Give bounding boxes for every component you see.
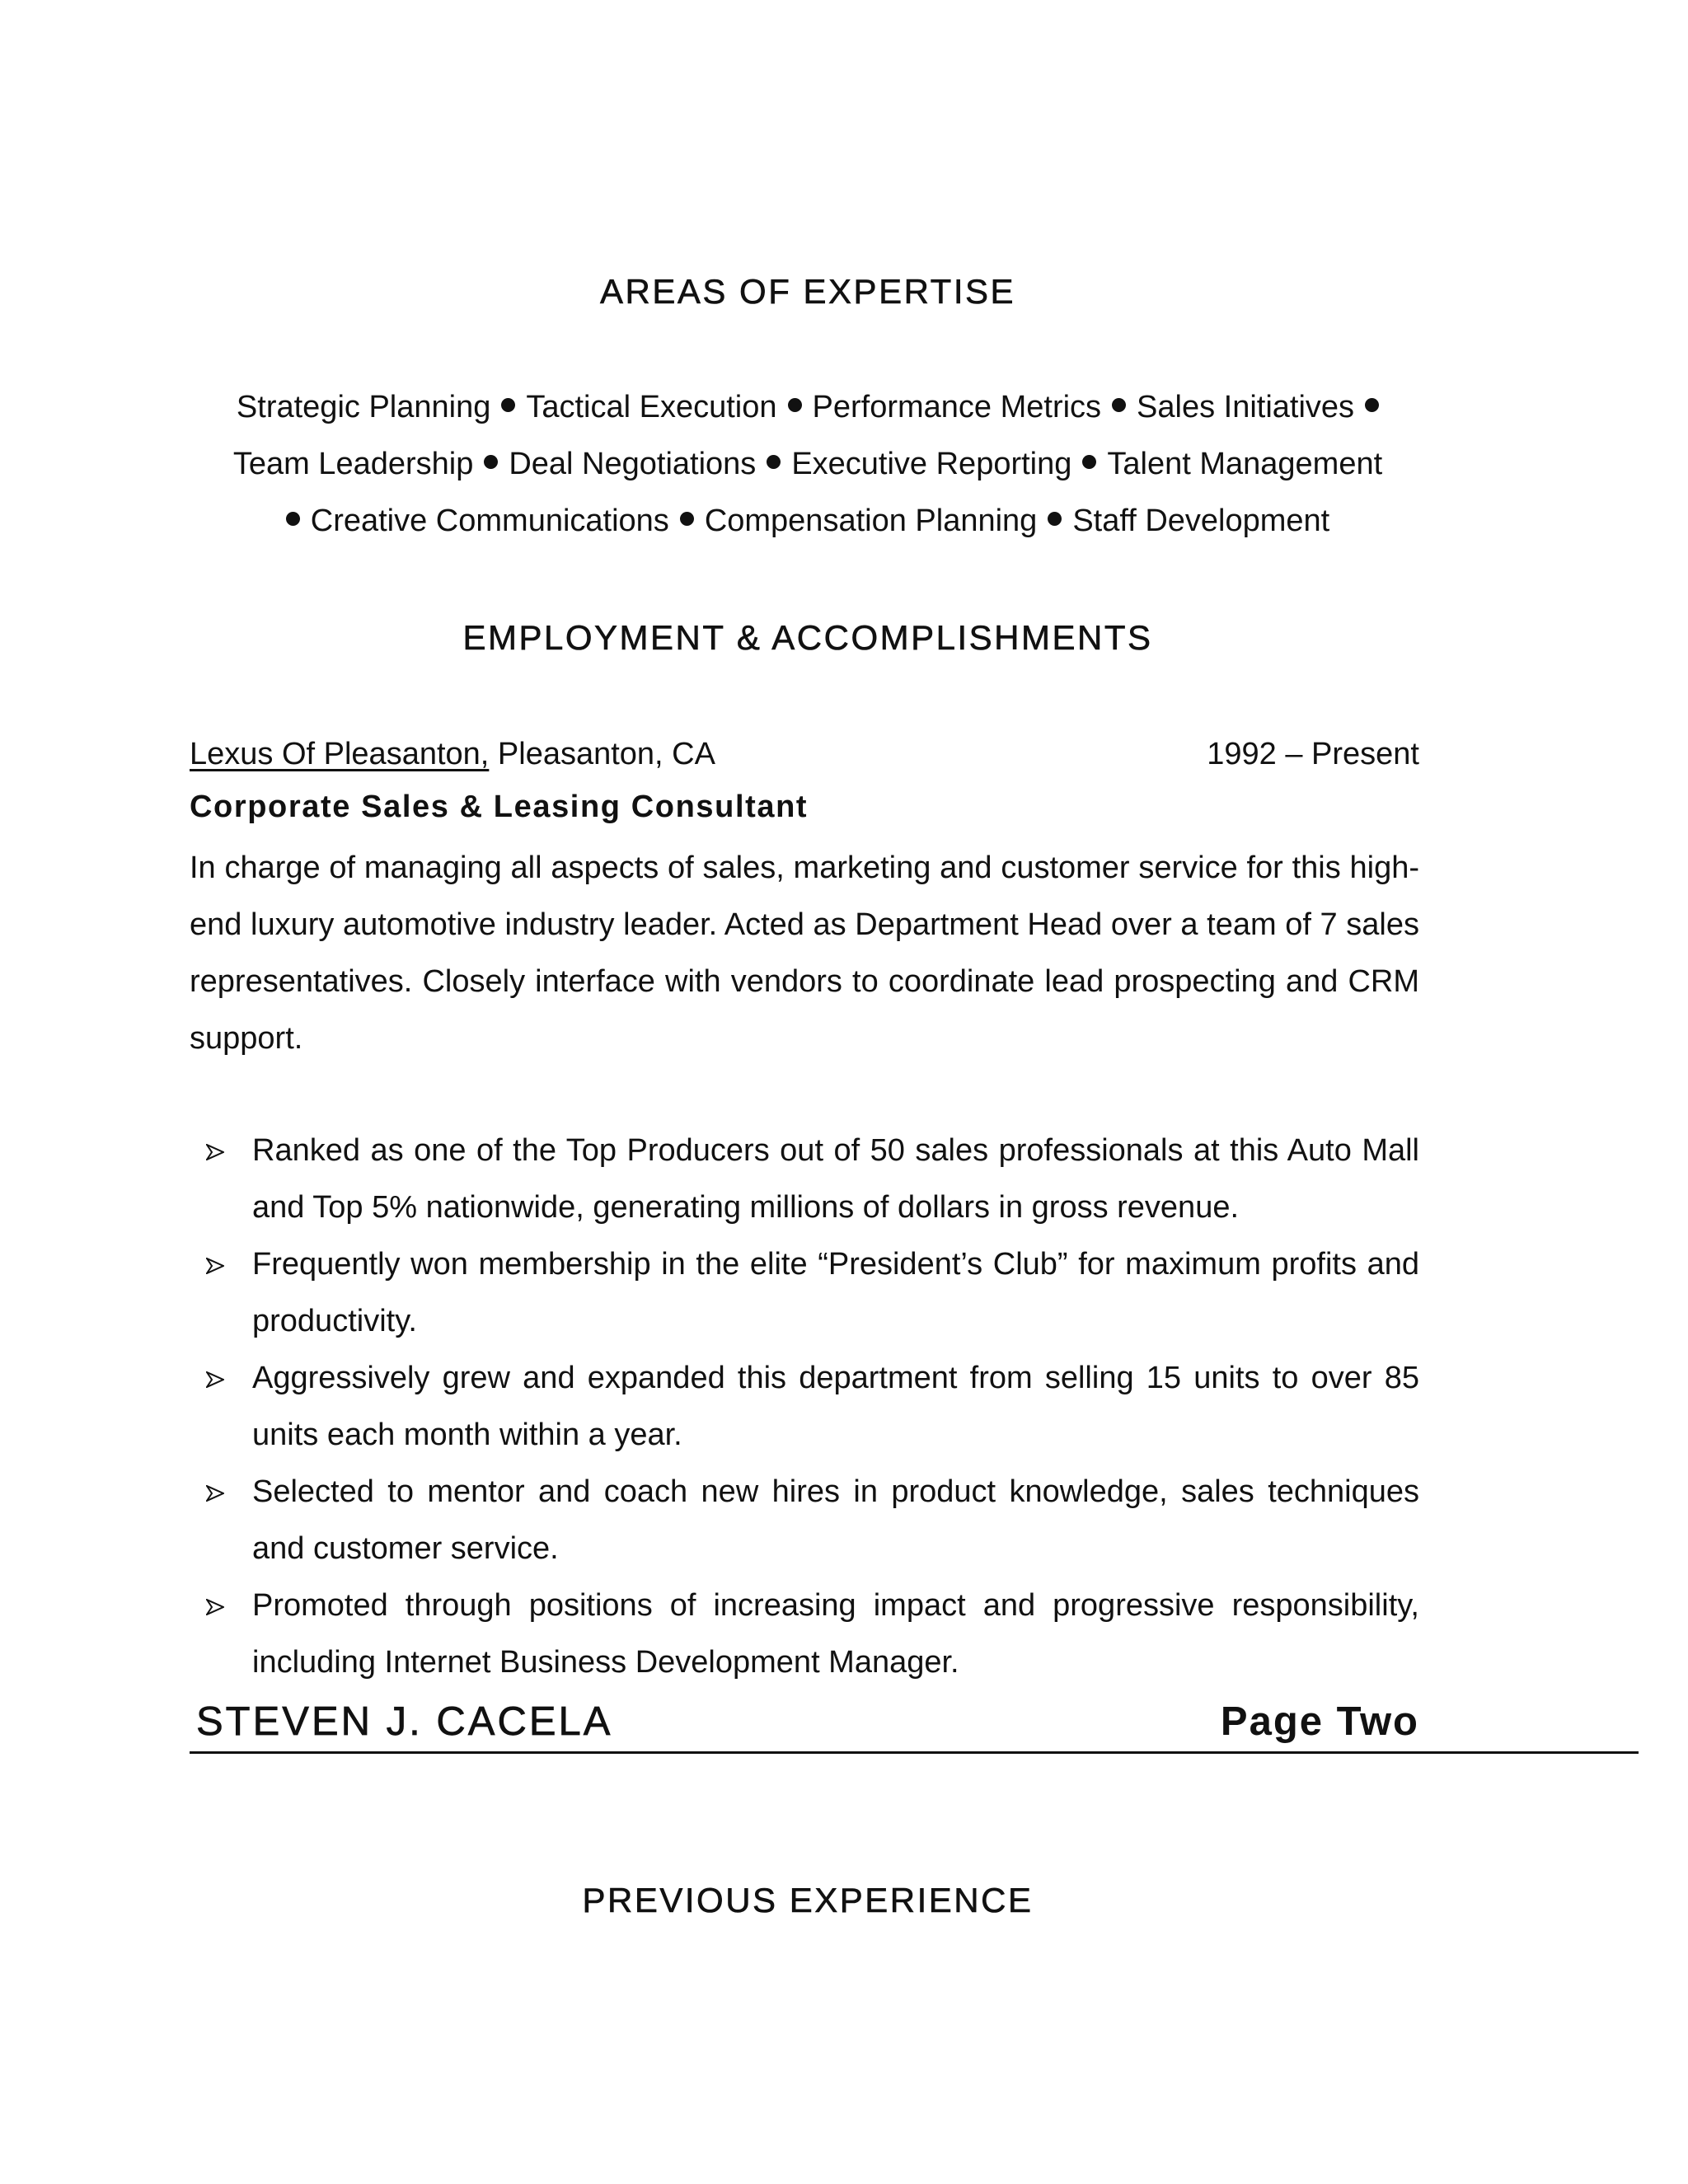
list-item <box>190 1577 1419 1691</box>
expertise-item: Executive Reporting <box>791 447 1072 481</box>
employer-name: Lexus Of Pleasanton, <box>190 737 490 771</box>
page-number: Page Two <box>1220 1699 1419 1744</box>
bullet-dot-icon <box>680 512 694 526</box>
job-title: Corporate Sales & Leasing Consultant <box>190 790 809 824</box>
bullet-dot-icon <box>1365 398 1379 412</box>
areas-of-expertise-heading: AREAS OF EXPERTISE <box>599 272 1016 311</box>
job-employer-line <box>190 733 1419 776</box>
expertise-list <box>165 379 1451 550</box>
bullet-dot-icon <box>1112 398 1126 412</box>
expertise-item: Talent Management <box>1107 447 1383 481</box>
bullet-dot-icon <box>1048 512 1062 526</box>
bullet-dot-icon <box>501 398 515 412</box>
accomplishment-text: Selected to mentor and coach new hires in product knowledge, sales techniques and customer service. <box>252 1474 1419 1566</box>
candidate-name: STEVEN J. CACELA <box>196 1699 613 1744</box>
expertise-item: Staff Development <box>1072 504 1330 538</box>
header-divider <box>190 1751 1639 1754</box>
bullet-dot-icon <box>286 512 300 526</box>
list-item <box>190 1122 1419 1236</box>
bullet-dot-icon <box>1082 455 1096 469</box>
accomplishment-text: Frequently won membership in the elite “President’s Club” for maximum profits and productivity. <box>252 1247 1419 1338</box>
accomplishment-text: Aggressively grew and expanded this department from selling 15 units to over 85 units each month within a year. <box>252 1361 1419 1452</box>
expertise-item: Tactical Execution <box>526 390 777 424</box>
accomplishment-text: Ranked as one of the Top Producers out of 50 sales professionals at this Auto Mall and Top 5% nationwide, generating millions of dollars in gross revenue. <box>252 1133 1419 1225</box>
list-item <box>190 1236 1419 1350</box>
accomplishment-text: Promoted through positions of increasing impact and progressive responsibility, including Internet Business Development Manager. <box>252 1588 1419 1680</box>
expertise-item: Strategic Planning <box>236 390 491 424</box>
list-item <box>190 1350 1419 1464</box>
bullet-dot-icon <box>767 455 781 469</box>
arrow-bullet-icon <box>206 1144 224 1160</box>
bullet-dot-icon <box>484 455 498 469</box>
employer-location: Pleasanton, CA <box>489 737 715 771</box>
expertise-item: Creative Communications <box>310 504 669 538</box>
arrow-bullet-icon <box>206 1258 224 1274</box>
bullet-dot-icon <box>788 398 802 412</box>
job-summary: In charge of managing all aspects of sales, marketing and customer service for this high-end luxury automotive industry leader. Acted as Department Head over a team of 7 sales representatives. Closely interface with vendors to coordinate lead prospecting and CRM support. <box>190 851 1419 1056</box>
expertise-item: Sales Initiatives <box>1137 390 1355 424</box>
arrow-bullet-icon <box>206 1485 224 1502</box>
expertise-item: Team Leadership <box>232 447 474 481</box>
page-header <box>190 1695 1419 1753</box>
expertise-item: Compensation Planning <box>704 504 1038 538</box>
arrow-bullet-icon <box>206 1599 224 1615</box>
expertise-item: Deal Negotiations <box>509 447 757 481</box>
arrow-bullet-icon <box>206 1371 224 1388</box>
expertise-item: Performance Metrics <box>812 390 1102 424</box>
employment-heading: EMPLOYMENT & ACCOMPLISHMENTS <box>462 618 1153 657</box>
previous-experience-heading: PREVIOUS EXPERIENCE <box>582 1881 1034 1919</box>
list-item <box>190 1464 1419 1577</box>
accomplishments-list <box>190 1122 1419 1691</box>
employment-dates: 1992 – Present <box>1207 737 1419 771</box>
